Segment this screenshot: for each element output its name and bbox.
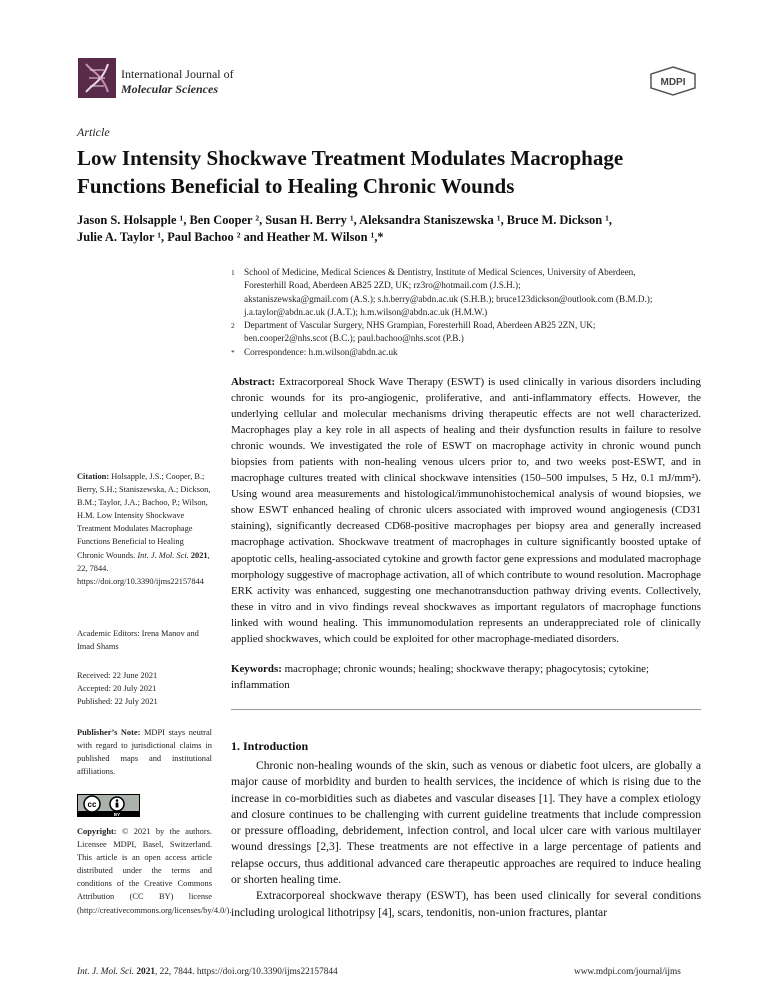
footer-year: 2021: [136, 967, 155, 977]
license-badge-text: BY: [113, 811, 121, 817]
affiliations: [231, 266, 701, 359]
correspondence: [231, 346, 701, 359]
article-type: Article: [77, 125, 110, 139]
copyright-block: [77, 825, 232, 917]
academic-editors: Academic Editors: Irena Manov and Imad Shams: [77, 629, 199, 652]
svg-text:cc: cc: [87, 800, 97, 809]
received-date: Received: 22 June 2021: [77, 671, 158, 680]
footer-journal-url[interactable]: www.mdpi.com/journal/ijms: [574, 967, 681, 977]
abstract: [231, 374, 701, 647]
keywords-label: Keywords:: [231, 663, 282, 675]
publisher-note: [77, 726, 212, 778]
published-date: Published: 22 July 2021: [77, 697, 158, 707]
section-heading: 1. Introduction: [231, 739, 309, 753]
keywords-text: macrophage; chronic wounds; healing; shockwave therapy; phagocytosis; cytokine; inflammation: [231, 663, 649, 692]
citation-doi[interactable]: , 22, 7844. https://doi.org/10.3390/ijms22157844: [77, 550, 210, 586]
affiliation-mark: *: [231, 347, 235, 357]
keywords: [231, 661, 701, 693]
citation-journal: Int. J. Mol. Sci.: [137, 550, 189, 560]
journal-name-line2: Molecular Sciences: [121, 82, 218, 96]
affiliation-line: j.a.taylor@abdn.ac.uk (J.A.T.); h.m.wilson@abdn.ac.uk (H.M.W.): [244, 306, 488, 317]
journal-name: [121, 67, 234, 97]
mdpi-logo: [648, 66, 698, 96]
paragraph-1: Chronic non-healing wounds of the skin, such as venous or diabetic foot ulcers, are globally a major cause of morbidity and burden to health services, the incidence of which is rising due to the increase in co-morbidities such as diabetes and vascular diseases [1]. They have a complex etiology and closure continues to be challenging with current guideline treatments that include compression or pressure offloading, debridement, infection control, and local ulcer care with various multilayer wound dressings [2,3]. These treatments are not effective in a large percentage of patients and relapse occurs, thus additional advanced care therapeutic approaches are required to induce healing or shorten healing time.: [231, 759, 701, 887]
abstract-text: Extracorporeal Shock Wave Therapy (ESWT) is used clinically in various disorders including chronic wounds for its pro-angiogenic, proliferative, and anti-inflammatory effects. However, the underlying cellular and molecular mechanisms driving therapeutic effects are not well characterized. Macrophages play a key role in all aspects of healing and their dysfunction results in failure to resolve chronic wounds. We investigated the role of ESWT on macrophage activity in chronic wound punch biopsies from patients with non-healing venous ulcers prior to, and two weeks post-ESWT, and in macrophage cultures treated with clinical shockwave intensities (150–500 impulses, 5 Hz, 0.1 mJ/mm²). Using wound area measurements and histological/immunohistochemical analysis of wound biopsies, we show ESWT enhanced healing of chronic ulcers associated with improved wound angiogenesis (CD31 staining), significantly decreased CD68-positive macrophages per biopsy area and generally increased macrophage activation. Shockwave treatment of macrophages in culture significantly boosted uptake of apoptotic cells, healing-associated cytokine and growth factor gene expressions and modulated macrophage morphology suggestive of macrophage activation, all of which contribute to wound resolution. Macrophage ERK activity was enhanced, suggesting one mechanotransduction pathway driving events. Collectively, these in vitro and in vivo findings reveal shockwaves as important regulators of macrophage functions linked with wound healing. This immunomodulation represents an underappreciated role of clinically applied shockwaves, which could be exploited for other macrophage-mediated disorders.: [231, 376, 701, 645]
abstract-label: Abstract:: [231, 376, 276, 388]
journal-name-line1: International Journal of: [121, 67, 234, 81]
publisher-note-text: MDPI stays neutral with regard to jurisdictional claims in published maps and institutional affiliations.: [77, 728, 212, 777]
affiliation-1: [231, 266, 701, 319]
affiliation-line: akstaniszewska@gmail.com (A.S.); s.h.berry@abdn.ac.uk (S.H.B.); bruce123dickson@outlook.com (B.M.D.);: [244, 293, 653, 304]
affiliation-line: Department of Vascular Surgery, NHS Grampian, Foresterhill Road, Aberdeen AB25 2ZN, UK;: [244, 320, 596, 331]
cc-by-license-icon[interactable]: [77, 794, 140, 817]
affiliation-mark: 1: [231, 268, 235, 277]
author-line-2: Julie A. Taylor ¹, Paul Bachoo ² and Heather M. Wilson ¹,*: [77, 230, 384, 244]
affiliation-line: School of Medicine, Medical Sciences & Dentistry, Institute of Medical Sciences, University of Aberdeen,: [244, 267, 636, 277]
footer-doi[interactable]: , 22, 7844. https://doi.org/10.3390/ijms22157844: [154, 967, 338, 977]
mdpi-logo-text: MDPI: [660, 77, 686, 88]
citation-block: [77, 470, 212, 588]
footer-citation: [77, 967, 338, 977]
citation-text: Holsapple, J.S.; Cooper, B.; Berry, S.H.; Staniszewska, A.; Dickson, B.M.; Taylor, J.A.; Bachoo, P.; Wilson, H.M. Low Intensity Shockwave Treatment Modulates Macrophage Functions Beneficial to Healing Chronic Wounds.: [77, 472, 211, 560]
affiliation-line: Foresterhill Road, Aberdeen AB25 2ZD, UK; rz3ro@hotmail.com (J.S.H.);: [244, 280, 521, 291]
correspondence-line: Correspondence: h.m.wilson@abdn.ac.uk: [244, 346, 398, 357]
publication-dates: [77, 669, 212, 708]
section-divider: [231, 709, 701, 710]
citation-year: 2021: [190, 550, 208, 560]
paragraph-2: Extracorporeal shockwave therapy (ESWT), has been used clinically for several conditions including urological lithotripsy [4], scars, tendonitis, non-union fractures, plantar: [231, 889, 701, 919]
copyright-label: Copyright:: [77, 827, 117, 836]
author-list: [77, 212, 697, 246]
affiliation-line: ben.cooper2@nhs.scot (B.C.); paul.bachoo@nhs.scot (P.B.): [244, 333, 464, 344]
journal-logo-icon: [78, 58, 116, 98]
author-line-1: Jason S. Holsapple ¹, Ben Cooper ², Susan H. Berry ¹, Aleksandra Staniszewska ¹, Bruce M. Dickson ¹,: [77, 213, 613, 227]
accepted-date: Accepted: 20 July 2021: [77, 684, 157, 694]
article-title: Low Intensity Shockwave Treatment Modulates Macrophage Functions Beneficial to Healing Chronic Wounds: [77, 146, 624, 198]
affiliation-mark: 2: [231, 321, 235, 331]
citation-label: Citation:: [77, 472, 110, 481]
copyright-text: © 2021 by the authors. Licensee MDPI, Basel, Switzerland. This article is an open access article distributed under the terms and conditions of the Creative Commons Attribution (CC BY) license (http://creativecommons.org/licenses/by/4.0/).: [77, 827, 232, 915]
affiliation-2: [231, 319, 701, 346]
publisher-note-label: Publisher’s Note:: [77, 728, 141, 737]
footer-journal: Int. J. Mol. Sci.: [77, 967, 135, 977]
body-text: [231, 758, 701, 921]
